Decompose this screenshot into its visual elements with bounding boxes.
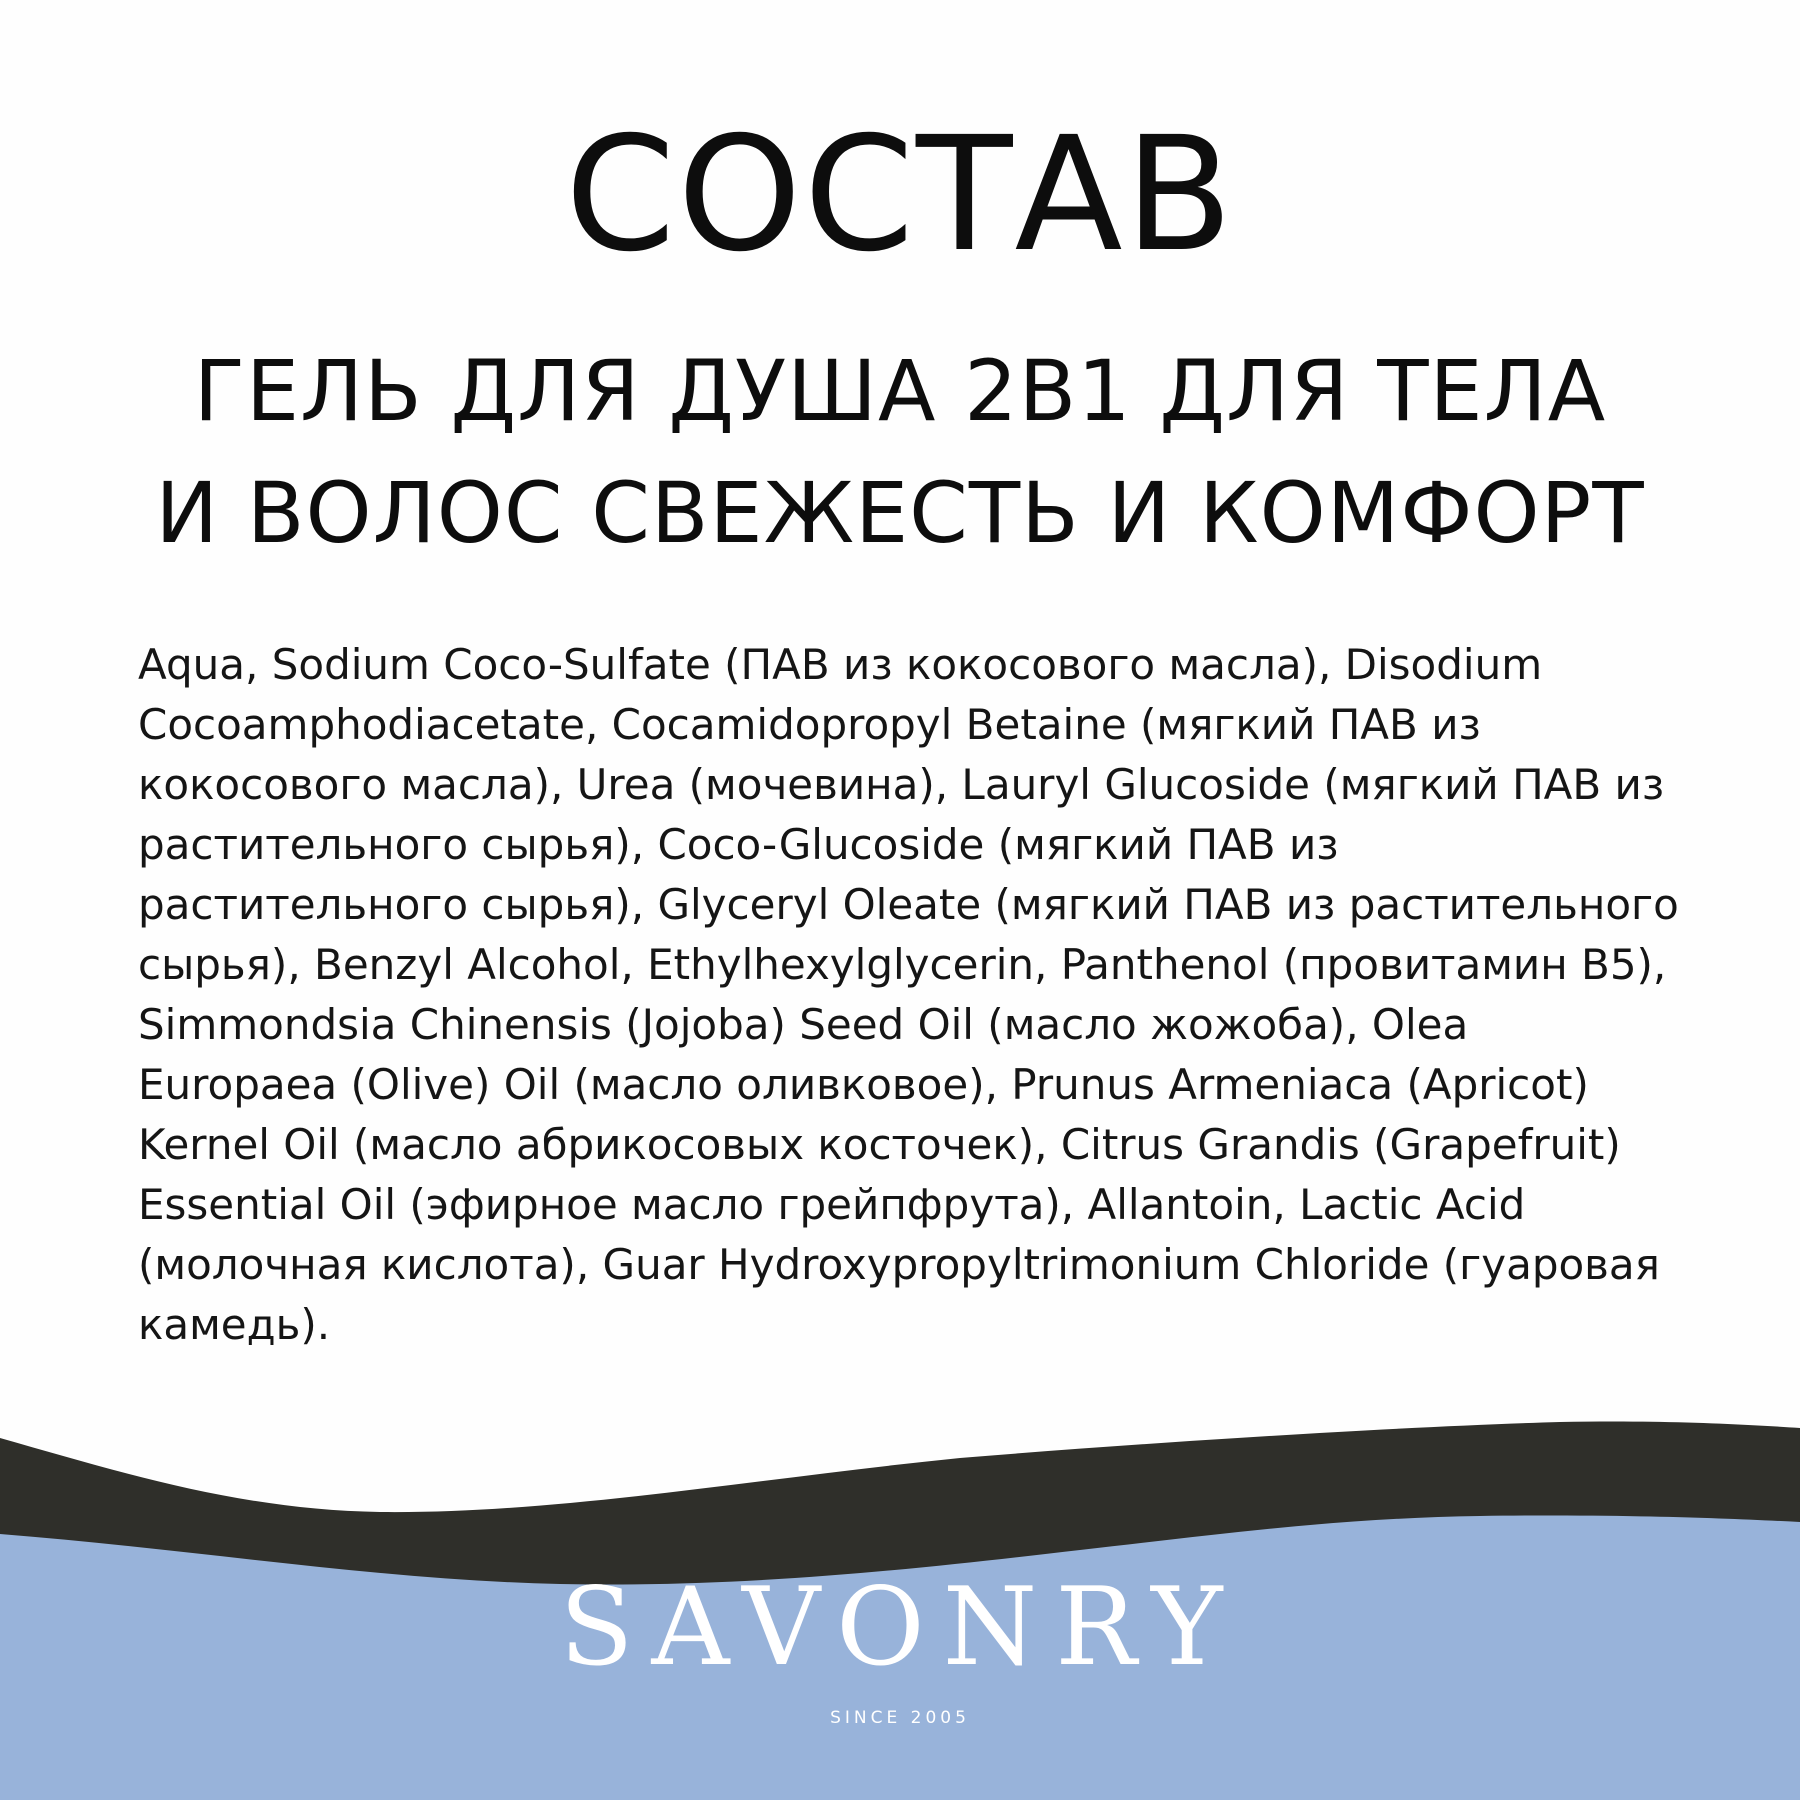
product-name-line-1: ГЕЛЬ ДЛЯ ДУША 2В1 ДЛЯ ТЕЛА [193,342,1607,440]
ingredients-line: кокосового масла), Urea (мочевина), Lauryl Glucoside (мягкий ПАВ из [138,760,1665,809]
ingredients-line: камедь). [138,1300,331,1349]
page-title: СОСТАВ [565,103,1235,287]
ingredients-list [138,635,1758,1355]
ingredients-line: растительного сырья), Glyceryl Oleate (мягкий ПАВ из растительного [138,880,1679,929]
ingredients-line: (молочная кислота), Guar Hydroxypropyltrimonium Chloride (гуаровая [138,1240,1660,1289]
brand-tagline: SINCE 2005 [830,1708,970,1728]
ingredients-line: Europaea (Olive) Oil (масло оливковое), Prunus Armeniaca (Apricot) [138,1060,1589,1109]
ingredients-line: сырья), Benzyl Alcohol, Ethylhexylglycerin, Panthenol (провитамин В5), [138,940,1667,989]
ingredients-line: Simmondsia Chinensis (Jojoba) Seed Oil (масло жожоба), Olea [138,1000,1469,1049]
product-name [60,330,1740,574]
ingredients-line: Kernel Oil (масло абрикосовых косточек), Citrus Grandis (Grapefruit) [138,1120,1621,1169]
product-name-line-2: И ВОЛОС СВЕЖЕСТЬ И КОМФОРТ [155,464,1645,562]
brand-logo: SAVONRY [559,1565,1241,1690]
ingredients-line: Cocoamphodiacetate, Cocamidopropyl Betaine (мягкий ПАВ из [138,700,1481,749]
ingredients-line: Essential Oil (эфирное масло грейпфрута), Allantoin, Lactic Acid [138,1180,1526,1229]
ingredients-line: растительного сырья), Coco-Glucoside (мягкий ПАВ из [138,820,1339,869]
ingredients-line: Aqua, Sodium Coco-Sulfate (ПАВ из кокосового масла), Disodium [138,640,1543,689]
